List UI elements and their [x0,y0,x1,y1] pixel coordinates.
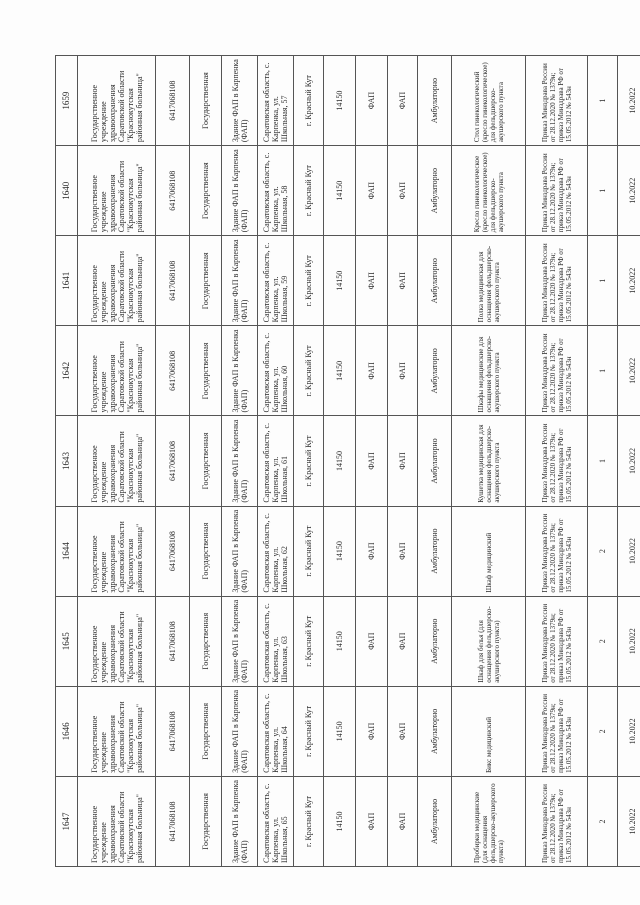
equipment-table [55,55,640,867]
cell-owner: Государственное учреждение здравоохранения Саратовской области "Краснокутская районная больница" [78,776,156,866]
cell-inn: 6417068108 [156,596,190,686]
cell-ownership: Государственная [190,506,222,596]
cell-settlement: г. Красный Кут [294,56,324,146]
cell-code: 14150 [324,596,356,686]
cell-id: 1646 [56,686,78,776]
cell-type1: ФАП [356,56,388,146]
cell-building: Здание ФАП в Карпенка (ФАП) [222,146,258,236]
cell-ownership: Государственная [190,776,222,866]
cell-type2: ФАП [388,686,418,776]
cell-qty: 1 [588,56,618,146]
cell-date: 10.2022 [618,416,640,506]
cell-settlement: г. Красный Кут [294,776,324,866]
cell-care: Амбулаторно [418,596,452,686]
row-building [222,56,258,867]
cell-qty: 1 [588,236,618,326]
cell-care: Амбулаторно [418,776,452,866]
cell-qty: 1 [588,146,618,236]
cell-type2: ФАП [388,56,418,146]
cell-docs: Приказ Минздрава России от 28.12.2020 № 1379н; приказ Минздрава РФ от 15.05.2012 № 543н [526,686,588,776]
cell-type1: ФАП [356,686,388,776]
cell-docs: Приказ Минздрава России от 28.12.2020 № 1379н; приказ Минздрава РФ от 15.05.2012 № 543н [526,416,588,506]
cell-care: Амбулаторно [418,506,452,596]
cell-docs: Приказ Минздрава России от 28.12.2020 № 1379н; приказ Минздрава РФ от 15.05.2012 № 543н [526,506,588,596]
cell-address: Саратовская область, с. Карпенка, ул. Школьная, 63 [258,596,294,686]
cell-code: 14150 [324,686,356,776]
cell-inn: 6417068108 [156,326,190,416]
cell-building: Здание ФАП в Карпенка (ФАП) [222,236,258,326]
cell-inn: 6417068108 [156,56,190,146]
cell-inn: 6417068108 [156,416,190,506]
row-code [324,56,356,867]
cell-qty: 1 [588,416,618,506]
cell-settlement: г. Красный Кут [294,146,324,236]
cell-owner: Государственное учреждение здравоохранения Саратовской области "Краснокутская районная больница" [78,596,156,686]
cell-qty: 2 [588,596,618,686]
row-id [56,56,78,867]
cell-building: Здание ФАП в Карпенка (ФАП) [222,56,258,146]
row-settlement [294,56,324,867]
cell-date: 10.2022 [618,596,640,686]
row-equipment [452,56,526,867]
row-docs [526,56,588,867]
cell-equipment: Бикс медицинский [452,686,526,776]
cell-code: 14150 [324,146,356,236]
cell-inn: 6417068108 [156,236,190,326]
cell-docs: Приказ Минздрава России от 28.12.2020 № 1379н; приказ Минздрава РФ от 15.05.2012 № 543н [526,56,588,146]
cell-type1: ФАП [356,146,388,236]
cell-type2: ФАП [388,776,418,866]
cell-ownership: Государственная [190,56,222,146]
row-ownership [190,56,222,867]
cell-date: 10.2022 [618,56,640,146]
cell-id: 1641 [56,236,78,326]
cell-ownership: Государственная [190,326,222,416]
cell-inn: 6417068108 [156,686,190,776]
cell-type2: ФАП [388,146,418,236]
cell-docs: Приказ Минздрава России от 28.12.2020 № 1379н; приказ Минздрава РФ от 15.05.2012 № 543н [526,776,588,866]
row-qty [588,56,618,867]
cell-settlement: г. Красный Кут [294,596,324,686]
cell-building: Здание ФАП в Карпенка (ФАП) [222,596,258,686]
cell-address: Саратовская область, с. Карпенка, ул. Школьная, 65 [258,776,294,866]
cell-type2: ФАП [388,416,418,506]
rotated-table-container [55,55,637,867]
cell-ownership: Государственная [190,416,222,506]
cell-equipment: Шкаф медицинский [452,506,526,596]
cell-care: Амбулаторно [418,56,452,146]
cell-type1: ФАП [356,326,388,416]
cell-code: 14150 [324,506,356,596]
cell-type1: ФАП [356,776,388,866]
cell-owner: Государственное учреждение здравоохранения Саратовской области "Краснокутская районная больница" [78,146,156,236]
cell-address: Саратовская область, с. Карпенка, ул. Школьная, 58 [258,146,294,236]
cell-date: 10.2022 [618,776,640,866]
cell-equipment: Полка медицинская для оснащения фельдшерско-акушерского пункта [452,236,526,326]
cell-id: 1643 [56,416,78,506]
cell-id: 1640 [56,146,78,236]
cell-code: 14150 [324,236,356,326]
cell-inn: 6417068108 [156,776,190,866]
cell-care: Амбулаторно [418,416,452,506]
cell-ownership: Государственная [190,236,222,326]
cell-docs: Приказ Минздрава России от 28.12.2020 № 1379н; приказ Минздрава РФ от 15.05.2012 № 543н [526,326,588,416]
cell-code: 14150 [324,326,356,416]
cell-id: 1659 [56,56,78,146]
cell-qty: 2 [588,686,618,776]
cell-building: Здание ФАП в Карпенка (ФАП) [222,326,258,416]
cell-code: 14150 [324,776,356,866]
cell-settlement: г. Красный Кут [294,506,324,596]
cell-equipment: Шкаф для белья (для оснащения фельдшерско-акушерского пункта) [452,596,526,686]
cell-building: Здание ФАП в Карпенка (ФАП) [222,686,258,776]
cell-equipment: Кресло гинекологическое (кресло гинекологическое) для фельдшерско-акушерского пункта [452,146,526,236]
cell-docs: Приказ Минздрава России от 28.12.2020 № 1379н; приказ Минздрава РФ от 15.05.2012 № 543н [526,596,588,686]
cell-type2: ФАП [388,506,418,596]
cell-date: 10.2022 [618,326,640,416]
cell-type2: ФАП [388,326,418,416]
cell-ownership: Государственная [190,686,222,776]
cell-equipment: Кушетка медицинская для оснащения фельдшерско-акушерского пункта [452,416,526,506]
cell-address: Саратовская область, с. Карпенка, ул. Школьная, 64 [258,686,294,776]
cell-care: Амбулаторно [418,146,452,236]
cell-id: 1644 [56,506,78,596]
cell-owner: Государственное учреждение здравоохранения Саратовской области "Краснокутская районная больница" [78,56,156,146]
cell-address: Саратовская область, с. Карпенка, ул. Школьная, 60 [258,326,294,416]
cell-address: Саратовская область, с. Карпенка, ул. Школьная, 59 [258,236,294,326]
row-type2 [388,56,418,867]
cell-owner: Государственное учреждение здравоохранения Саратовской области "Краснокутская районная больница" [78,236,156,326]
cell-equipment: Стол гинекологический (кресло гинекологическое) для фельдшерско-акушерского пункта [452,56,526,146]
cell-owner: Государственное учреждение здравоохранения Саратовской области "Краснокутская районная больница" [78,686,156,776]
cell-type1: ФАП [356,416,388,506]
row-type1 [356,56,388,867]
cell-qty: 2 [588,506,618,596]
cell-date: 10.2022 [618,686,640,776]
cell-type2: ФАП [388,596,418,686]
cell-care: Амбулаторно [418,686,452,776]
cell-building: Здание ФАП в Карпенка (ФАП) [222,776,258,866]
cell-ownership: Государственная [190,596,222,686]
cell-qty: 1 [588,326,618,416]
cell-equipment: Шкафы медицинские для оснащения фельдшерско-акушерского пункта [452,326,526,416]
cell-date: 10.2022 [618,506,640,596]
cell-type1: ФАП [356,506,388,596]
row-owner [78,56,156,867]
cell-docs: Приказ Минздрава России от 28.12.2020 № 1379н; приказ Минздрава РФ от 15.05.2012 № 543н [526,236,588,326]
cell-owner: Государственное учреждение здравоохранения Саратовской области "Краснокутская районная больница" [78,326,156,416]
cell-settlement: г. Красный Кут [294,326,324,416]
cell-building: Здание ФАП в Карпенка (ФАП) [222,416,258,506]
cell-settlement: г. Красный Кут [294,686,324,776]
cell-owner: Государственное учреждение здравоохранения Саратовской области "Краснокутская районная больница" [78,416,156,506]
cell-id: 1647 [56,776,78,866]
cell-settlement: г. Красный Кут [294,416,324,506]
cell-id: 1642 [56,326,78,416]
cell-building: Здание ФАП в Карпенка (ФАП) [222,506,258,596]
cell-address: Саратовская область, с. Карпенка, ул. Школьная, 61 [258,416,294,506]
cell-equipment: Пробирки медицинские (для оснащения фельдшерско-акушерского пункта) [452,776,526,866]
cell-address: Саратовская область, с. Карпенка, ул. Школьная, 57 [258,56,294,146]
cell-inn: 6417068108 [156,506,190,596]
cell-id: 1645 [56,596,78,686]
cell-type2: ФАП [388,236,418,326]
cell-code: 14150 [324,416,356,506]
cell-type1: ФАП [356,236,388,326]
row-inn [156,56,190,867]
cell-care: Амбулаторно [418,326,452,416]
row-address [258,56,294,867]
cell-code: 14150 [324,56,356,146]
cell-ownership: Государственная [190,146,222,236]
cell-type1: ФАП [356,596,388,686]
cell-qty: 2 [588,776,618,866]
cell-date: 10.2022 [618,236,640,326]
cell-inn: 6417068108 [156,146,190,236]
cell-address: Саратовская область, с. Карпенка, ул. Школьная, 62 [258,506,294,596]
cell-care: Амбулаторно [418,236,452,326]
row-date [618,56,640,867]
cell-settlement: г. Красный Кут [294,236,324,326]
row-care [418,56,452,867]
cell-owner: Государственное учреждение здравоохранения Саратовской области "Краснокутская районная больница" [78,506,156,596]
cell-docs: Приказ Минздрава России от 28.12.2020 № 1379н; приказ Минздрава РФ от 15.05.2012 № 543н [526,146,588,236]
cell-date: 10.2022 [618,146,640,236]
